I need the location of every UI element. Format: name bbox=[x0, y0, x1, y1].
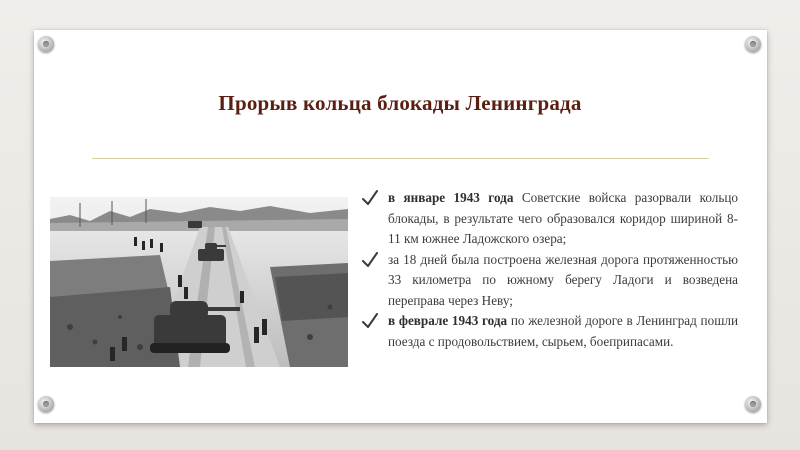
pin-icon bbox=[38, 36, 54, 52]
bullet-highlight: в феврале 1943 года bbox=[388, 313, 508, 328]
list-item bbox=[360, 188, 738, 250]
historical-photo bbox=[50, 197, 348, 367]
checkmark-icon bbox=[361, 188, 379, 208]
title-divider bbox=[92, 158, 709, 159]
pin-icon bbox=[745, 36, 761, 52]
pin-icon bbox=[38, 396, 54, 412]
bullet-text: за 18 дней была построена железная дорога протяженностью 33 километра по южному берегу Ладоги и возведена переправа через Неву; bbox=[388, 251, 738, 308]
bullet-highlight: в январе 1943 года bbox=[388, 190, 514, 205]
slide-title: Прорыв кольца блокады Ленинграда bbox=[218, 91, 582, 115]
list-item bbox=[360, 311, 738, 352]
pin-icon bbox=[745, 396, 761, 412]
bullet-list bbox=[360, 188, 738, 352]
checkmark-icon bbox=[361, 311, 379, 331]
list-item bbox=[360, 250, 738, 312]
bullet-text: Советские войска разорвали кольцо блокады, в результате чего образовался коридор шириной 8-11 км южнее Ладожского озера; bbox=[388, 190, 738, 246]
checkmark-icon bbox=[361, 250, 379, 270]
bullet-text: по железной дороге в Ленинград пошли поезда с продовольствием, сырьем, боеприпасами. bbox=[388, 313, 738, 349]
